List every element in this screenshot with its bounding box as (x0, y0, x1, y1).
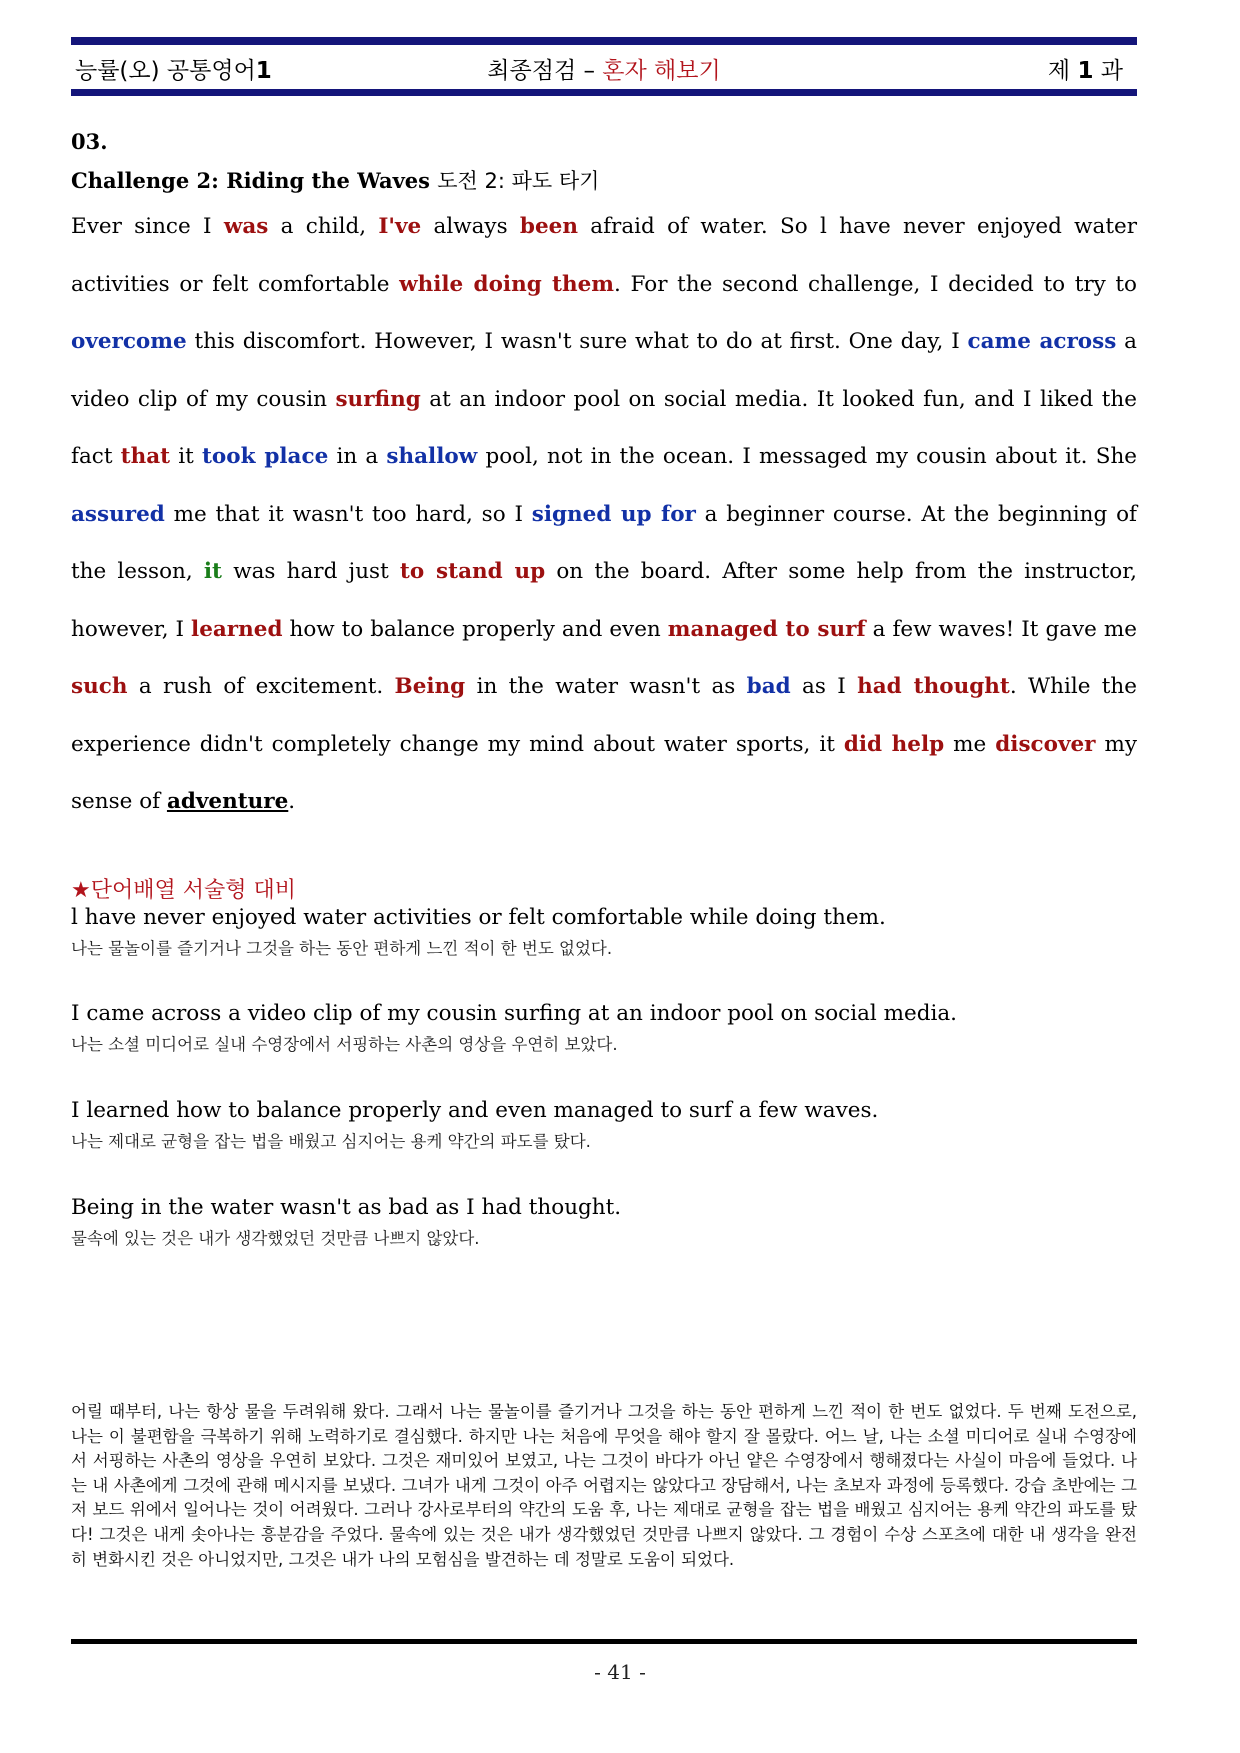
arrangement-sentence-ko: 나는 소셜 미디어로 실내 수영장에서 서핑하는 사촌의 영상을 우연히 보았다. (71, 1035, 618, 1054)
header-textbook-number: 1 (255, 58, 272, 84)
passage-segment: on the board. After some help from the instructor, however, I (71, 559, 1138, 642)
passage-segment: in the water wasn't as (465, 674, 747, 699)
passage-segment: me (944, 731, 996, 757)
passage-segment: me that it wasn't too hard, so I (164, 501, 532, 527)
arrangement-sentence-en: l have never enjoyed water activities or felt comfortable while doing them. (71, 905, 886, 930)
passage-highlight-vocab: shallow (386, 444, 478, 469)
page-number: - 41 - (594, 1660, 646, 1684)
passage-segment: a rush of excitement. (127, 674, 395, 699)
passage-highlight-vocab: signed up for (531, 501, 696, 527)
passage-segment: in a (328, 444, 387, 469)
arrangement-sentence-en: I learned how to balance properly and even managed to surf a few waves. (71, 1098, 879, 1123)
passage-segment: a beginner course. At the beginning of the lesson, (71, 501, 1137, 584)
header-lesson (1048, 52, 1123, 85)
arrangement-sentence-en: Being in the water wasn't as bad as I had thought. (71, 1195, 622, 1220)
passage-highlight-subject: it (203, 559, 222, 584)
passage-highlight: to stand up (399, 559, 546, 584)
passage-highlight: was (223, 214, 269, 239)
passage-highlight: did help (843, 731, 945, 757)
passage-segment: how to balance properly and even (282, 616, 668, 642)
arrangement-item (71, 1098, 1137, 1152)
passage-segment: a child, (268, 214, 379, 239)
passage-highlight-vocab: came across (967, 329, 1117, 354)
header-bottom-rule (71, 89, 1137, 96)
header-section-highlight: 혼자 해보기 (602, 58, 721, 84)
header-lesson-suffix: 과 (1093, 58, 1123, 84)
footer-rule (71, 1639, 1137, 1644)
question-title-en: Challenge 2: Riding the Waves (71, 168, 430, 193)
passage-highlight: had thought (857, 674, 1010, 699)
header-lesson-prefix: 제 (1047, 58, 1078, 84)
passage-highlight: I've (378, 214, 422, 239)
arrangement-item (71, 1195, 1137, 1249)
passage-highlight-vocab: bad (746, 674, 791, 699)
passage-segment: it (170, 444, 202, 469)
passage-highlight: discover (995, 731, 1096, 757)
arrangement-item (71, 905, 1137, 959)
arrangement-sentence-ko: 나는 물놀이를 즐기거나 그것을 하는 동안 편하게 느낀 적이 한 번도 없었다. (71, 939, 613, 958)
question-title-ko: 도전 2: 파도 타기 (437, 169, 600, 193)
passage-segment: a video clip of my cousin (71, 329, 1137, 412)
passage-highlight: surfing (335, 386, 421, 412)
passage-segment: as I (790, 674, 858, 699)
passage-segment: always (421, 214, 520, 239)
passage-segment: . (288, 789, 296, 814)
question-number: 03. (71, 129, 108, 154)
passage-highlight-underlined: adventure (166, 789, 289, 814)
header-textbook-name: 능률(오) 공통영어 (75, 58, 256, 84)
arrangement-section-title: ★단어배열 서술형 대비 (71, 878, 296, 903)
passage-segment: . While the experience didn't completely change my mind about water sports, it (71, 674, 1137, 757)
passage-highlight: been (519, 214, 578, 239)
passage-highlight: managed to surf (667, 616, 866, 642)
passage-highlight: Being (394, 674, 466, 699)
passage-segment: this discomfort. However, I wasn't sure what to do at first. One day, I (186, 329, 968, 354)
arrangement-item (71, 1001, 1137, 1055)
passage-highlight: such (71, 674, 128, 699)
passage-segment: was hard just (222, 559, 400, 584)
korean-translation: 어릴 때부터, 나는 항상 물을 두려워해 왔다. 그래서 나는 물놀이를 즐기거나 그것을 하는 동안 편하게 느낀 적이 한 번도 없었다. 두 번째 도전으로, 나는 이 불편함을 극복하기 위해 노력하기로 결심했다. 하지만 나는 처음에 무엇을 해야 할지 잘 몰랐다. 어느 날, 나는 소셜 미디어로 실내 수영장에서 서핑하는 사촌의 영상을 우연히 보았다. 그것은 재미있어 보였고, 나는 그것이 바다가 아닌 얕은 수영장에서 행해졌다는 사실이 마음에 들었다. 나는 내 사촌에게 그것에 관해 메시지를 보냈다. 그녀가 내게 그것이 아주 어렵지는 않았다고 장담해서, 나는 초보자 과정에 등록했다. 강습 초반에는 그저 보드 위에서 일어나는 것이 어려웠다. 그러나 강사로부터의 약간의 도움 후, 나는 제대로 균형을 잡는 법을 배웠고 심지어는 용케 약간의 파도를 탔다! 그것은 내게 솟아나는 흥분감을 주었다. 물속에 있는 것은 내가 생각했었던 것만큼 나쁘지 않았다. 그 경험이 수상 스포츠에 대한 내 생각을 완전히 변화시킨 것은 아니었지만, 그것은 내가 나의 모험심을 발견하는 데 정말로 도움이 되었다. (71, 1402, 1137, 1569)
passage-segment: a few waves! It gave me (865, 616, 1137, 642)
passage-segment: . For the second challenge, I decided to try to (614, 271, 1137, 297)
header-section-main: 최종점검 – (487, 58, 603, 84)
header-section (71, 52, 1137, 85)
passage-text (71, 198, 1137, 831)
passage-segment: pool, not in the ocean. I messaged my cousin about it. She (477, 444, 1138, 469)
passage-highlight: that (120, 444, 171, 469)
passage-highlight-vocab: took place (202, 444, 329, 469)
question-title (71, 165, 599, 195)
passage-segment: afraid of water. So l have never enjoyed water activities or felt comfortable (71, 214, 1138, 297)
passage-highlight-vocab: overcome (71, 329, 187, 354)
passage-segment: my sense of (71, 731, 1138, 814)
passage-highlight: learned (191, 616, 283, 642)
passage-highlight-vocab: assured (71, 501, 165, 527)
passage-highlight: while doing them (399, 271, 615, 297)
arrangement-sentence-ko: 물속에 있는 것은 내가 생각했었던 것만큼 나쁘지 않았다. (71, 1229, 480, 1248)
header-lesson-number: 1 (1077, 58, 1094, 84)
arrangement-sentence-en: I came across a video clip of my cousin surfing at an indoor pool on social media. (71, 1001, 958, 1026)
page-header (71, 46, 1137, 88)
header-top-rule (71, 37, 1137, 45)
arrangement-sentence-ko: 나는 제대로 균형을 잡는 법을 배웠고 심지어는 용케 약간의 파도를 탔다. (71, 1132, 591, 1151)
passage-segment: Ever since I (71, 214, 224, 239)
passage-segment: at an indoor pool on social media. It looked fun, and I liked the fact (71, 386, 1137, 469)
